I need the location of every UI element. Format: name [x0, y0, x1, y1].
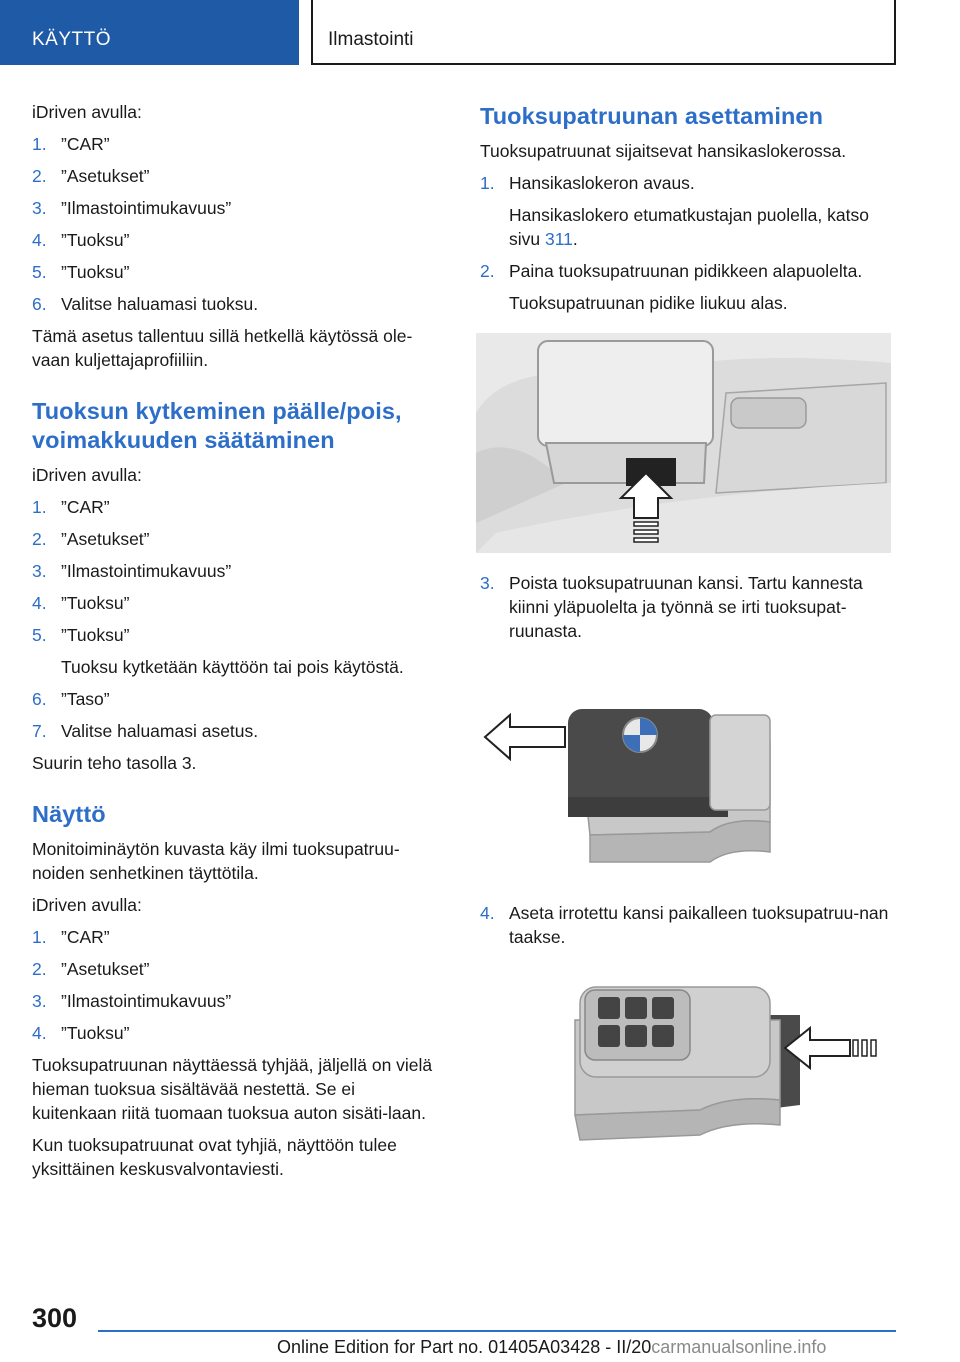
intro-text: iDriven avulla: — [32, 895, 142, 915]
list-item — [32, 623, 442, 679]
footer-edition — [277, 1337, 826, 1358]
step-number: 2. — [32, 529, 47, 549]
heading-display: Näyttö — [32, 801, 106, 827]
list-item — [32, 687, 442, 711]
list-item — [32, 989, 442, 1013]
note-text: Tuoksupatruunan näyttäessä tyhjää, jäljellä on vielä hieman tuoksua sisältävää nestettä. Se ei kuitenkaan riitä tuomaan tuoksua auton sisäti-laan. — [32, 1055, 433, 1123]
step-number: 6. — [32, 689, 47, 709]
list-item — [480, 901, 900, 949]
page-number: 300 — [32, 1303, 78, 1333]
footer-rule — [98, 1330, 896, 1332]
list-item — [480, 259, 900, 315]
step-number: 7. — [32, 721, 47, 741]
step-subtext: Tuoksupatruunan pidike liukuu alas. — [509, 293, 788, 313]
cover-attach-illustration — [480, 975, 895, 1145]
list-item — [32, 719, 442, 743]
step-text: Aseta irrotettu kansi paikalleen tuoksupatruu-nan taakse. — [509, 903, 889, 947]
list-item — [32, 1021, 442, 1045]
step-number: 1. — [32, 497, 47, 517]
list-item — [480, 571, 900, 643]
steps-list-1 — [32, 132, 442, 316]
glovebox-illustration — [476, 333, 891, 553]
step-number: 4. — [32, 1023, 47, 1043]
list-item — [32, 591, 442, 615]
step-number: 4. — [32, 230, 47, 250]
list-item — [32, 292, 442, 316]
steps-list-insert-2 — [480, 571, 900, 643]
chapter-header — [311, 0, 896, 65]
step-text: ”Asetukset” — [61, 166, 150, 186]
display-text: Monitoiminäytön kuvasta käy ilmi tuoksupatruu-noiden senhetkinen täyttötila. — [32, 839, 400, 883]
list-item — [32, 527, 442, 551]
step-number: 3. — [32, 561, 47, 581]
steps-list-insert — [480, 171, 900, 315]
list-item — [32, 925, 442, 949]
page-link[interactable]: 311 — [544, 229, 573, 249]
step-text: ”Tuoksu” — [61, 593, 130, 613]
step-text: ”Ilmastointimukavuus” — [61, 991, 232, 1011]
left-column — [32, 100, 442, 1189]
list-item — [480, 171, 900, 251]
step-number: 1. — [32, 927, 47, 947]
step-number: 3. — [32, 198, 47, 218]
step-text: ”Tuoksu” — [61, 230, 130, 250]
chapter-title: Ilmastointi — [328, 29, 414, 50]
step-number: 4. — [480, 903, 495, 923]
step-subtext: Tuoksu kytketään käyttöön tai pois käytöstä. — [61, 657, 404, 677]
steps-list-insert-3 — [480, 901, 900, 949]
step-number: 2. — [480, 261, 495, 281]
step-text: ”Tuoksu” — [61, 625, 130, 645]
heading-switch: Tuoksun kytkeminen päälle/pois, voimakkuuden säätäminen — [32, 398, 402, 453]
cover-removal-illustration — [480, 657, 895, 887]
step-text: Hansikaslokeron avaus. — [509, 173, 695, 193]
intro-text: Tuoksupatruunat sijaitsevat hansikaslokerossa. — [480, 141, 847, 161]
step-text: ”Asetukset” — [61, 959, 150, 979]
note-text: Tämä asetus tallentuu sillä hetkellä käytössä ole-vaan kuljettajaprofiiliin. — [32, 326, 413, 370]
step-text: Paina tuoksupatruunan pidikkeen alapuolelta. — [509, 261, 863, 281]
list-item — [32, 196, 442, 220]
step-subtext — [509, 203, 900, 251]
step-text: ”Taso” — [61, 689, 110, 709]
intro-text: iDriven avulla: — [32, 102, 142, 122]
step-number: 2. — [32, 166, 47, 186]
list-item — [32, 228, 442, 252]
step-text: Valitse haluamasi tuoksu. — [61, 294, 259, 314]
step-text: ”Ilmastointimukavuus” — [61, 561, 232, 581]
note-text: Suurin teho tasolla 3. — [32, 753, 197, 773]
step-text: ”Asetukset” — [61, 529, 150, 549]
step-number: 1. — [32, 134, 47, 154]
note-text: Kun tuoksupatruunat ovat tyhjiä, näyttöön tulee yksittäinen keskusvalvontaviesti. — [32, 1135, 397, 1179]
intro-text: iDriven avulla: — [32, 465, 142, 485]
steps-list-2 — [32, 495, 442, 743]
list-item — [32, 957, 442, 981]
step-text: ”Tuoksu” — [61, 262, 130, 282]
list-item — [32, 559, 442, 583]
step-number: 6. — [32, 294, 47, 314]
step-subtext-end: . — [572, 229, 578, 249]
step-number: 3. — [480, 573, 495, 593]
list-item — [32, 260, 442, 284]
step-number: 5. — [32, 262, 47, 282]
steps-list-3 — [32, 925, 442, 1045]
list-item — [32, 132, 442, 156]
step-number: 4. — [32, 593, 47, 613]
step-number: 5. — [32, 625, 47, 645]
watermark-text: carmanualsonline.info — [651, 1337, 827, 1357]
step-text: ”Ilmastointimukavuus” — [61, 198, 232, 218]
section-tab — [0, 0, 299, 65]
step-number: 3. — [32, 991, 47, 1011]
edition-text: Online Edition for Part no. 01405A03428 - II/20 — [277, 1337, 652, 1357]
step-text: ”CAR” — [61, 927, 110, 947]
step-text: Valitse haluamasi asetus. — [61, 721, 259, 741]
heading-insert: Tuoksupatruunan asettaminen — [480, 103, 824, 129]
list-item — [32, 164, 442, 188]
step-text: ”Tuoksu” — [61, 1023, 130, 1043]
step-number: 1. — [480, 173, 495, 193]
step-number: 2. — [32, 959, 47, 979]
step-text: ”CAR” — [61, 497, 110, 517]
list-item — [32, 495, 442, 519]
step-text: ”CAR” — [61, 134, 110, 154]
step-text: Poista tuoksupatruunan kansi. Tartu kannesta kiinni yläpuolelta ja työnnä se irti tuoksupat-ruunasta. — [509, 573, 863, 641]
section-label: KÄYTTÖ — [32, 29, 112, 50]
step-subtext-part: Hansikaslokero etumatkustajan puolella, katso sivu — [509, 205, 869, 249]
right-column — [480, 100, 900, 1145]
